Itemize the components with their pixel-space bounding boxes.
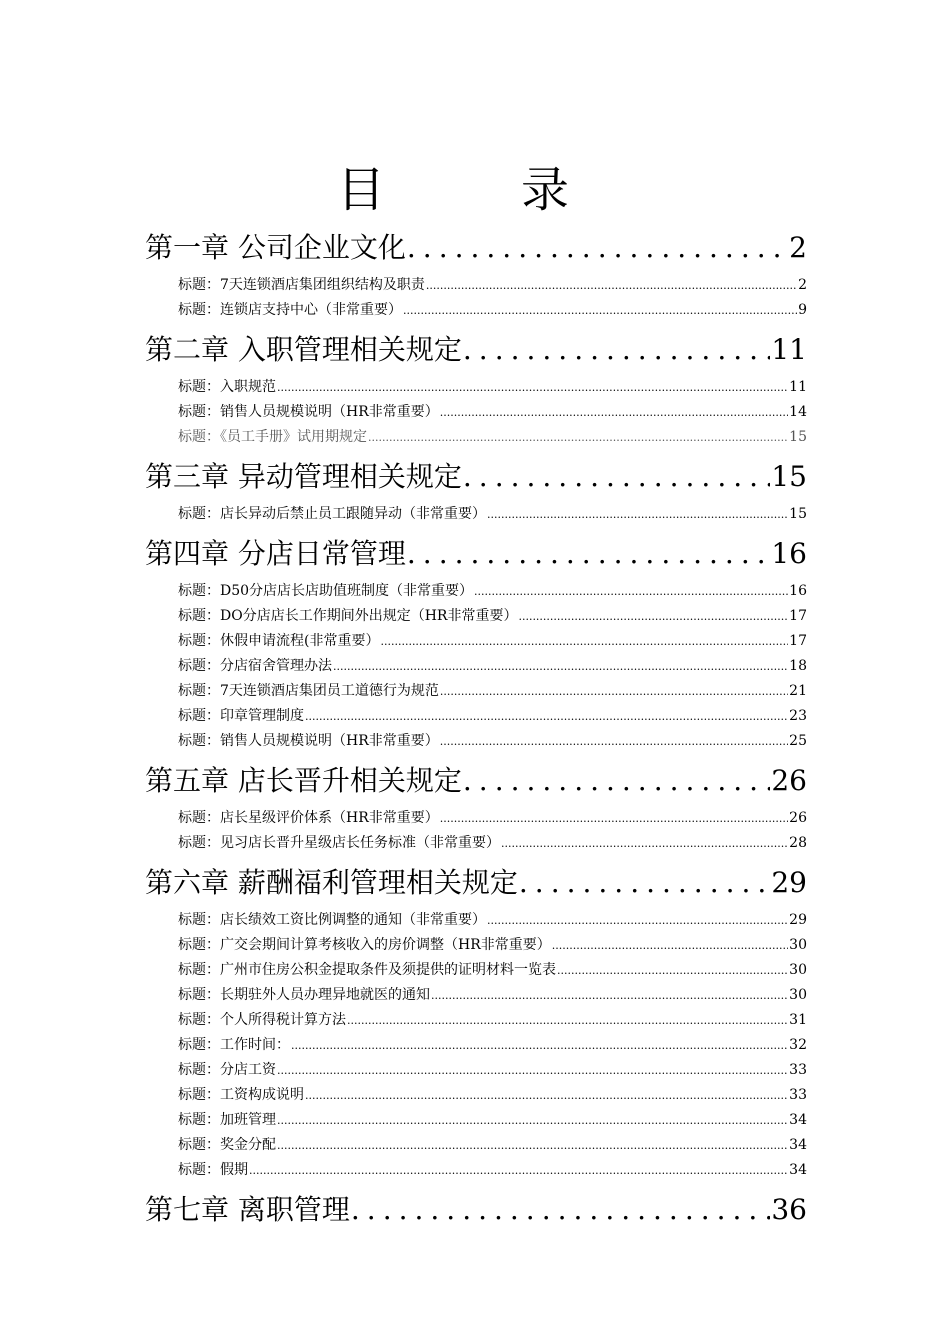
toc-entry[interactable]	[145, 629, 807, 654]
toc-chapter[interactable]	[145, 865, 807, 901]
page-number: 11	[771, 333, 807, 366]
dot-leader	[463, 459, 770, 495]
dot-leader	[474, 579, 788, 604]
page-number: 31	[789, 1012, 807, 1028]
page-number: 28	[789, 835, 807, 851]
page-number: 30	[789, 962, 807, 978]
page-number: 21	[789, 683, 807, 699]
table-of-contents	[145, 230, 807, 1235]
entry-title: 标题：广交会期间计算考核收入的房价调整（HR非常重要）	[178, 937, 551, 953]
toc-chapter[interactable]	[145, 459, 807, 495]
page-number: 2	[789, 231, 807, 264]
page-number: 36	[771, 1193, 807, 1226]
page-number: 32	[789, 1037, 807, 1053]
dot-leader	[407, 536, 770, 572]
toc-chapter[interactable]	[145, 332, 807, 368]
page-number: 9	[798, 302, 807, 318]
toc-entry[interactable]	[145, 400, 807, 425]
entry-title: 标题：DO分店店长工作期间外出规定（HR非常重要）	[178, 608, 518, 624]
dot-leader	[518, 604, 788, 629]
toc-entry[interactable]	[145, 298, 807, 323]
entry-title: 标题：工作时间：	[178, 1037, 290, 1053]
toc-entry[interactable]	[145, 1133, 807, 1158]
chapter-title: 第六章 薪酬福利管理相关规定	[145, 866, 518, 899]
page-number: 11	[789, 379, 807, 395]
toc-entry[interactable]	[145, 579, 807, 604]
toc-entry[interactable]	[145, 502, 807, 527]
page-number: 33	[789, 1062, 807, 1078]
entry-title: 标题：分店工资	[178, 1062, 276, 1078]
page-number: 34	[789, 1137, 807, 1153]
toc-entry[interactable]	[145, 375, 807, 400]
entry-title: 标题：7天连锁酒店集团员工道德行为规范	[178, 683, 439, 699]
dot-leader	[557, 958, 788, 983]
toc-entry[interactable]	[145, 958, 807, 983]
chapter-title: 第五章 店长晋升相关规定	[145, 764, 462, 797]
toc-entry[interactable]	[145, 1108, 807, 1133]
page-number: 2	[798, 277, 807, 293]
toc-entry[interactable]	[145, 1158, 807, 1183]
toc-entry[interactable]	[145, 908, 807, 933]
entry-title: 标题：加班管理	[178, 1112, 276, 1128]
dot-leader	[440, 806, 788, 831]
page-number: 30	[789, 937, 807, 953]
toc-entry[interactable]	[145, 704, 807, 729]
dot-leader	[501, 831, 788, 856]
dot-leader	[305, 704, 788, 729]
page-number: 30	[789, 987, 807, 1003]
toc-chapter[interactable]	[145, 1192, 807, 1228]
toc-entry[interactable]	[145, 654, 807, 679]
dot-leader	[347, 1008, 788, 1033]
entry-title: 标题：店长绩效工资比例调整的通知（非常重要）	[178, 912, 486, 928]
page-title: 目 录	[336, 162, 613, 218]
page-number: 17	[789, 633, 807, 649]
page-number: 34	[789, 1162, 807, 1178]
dot-leader	[277, 375, 788, 400]
page-number: 26	[771, 764, 807, 797]
dot-leader	[291, 1033, 788, 1058]
toc-entry[interactable]	[145, 983, 807, 1008]
toc-entry[interactable]	[145, 679, 807, 704]
entry-title: 标题：店长异动后禁止员工跟随异动（非常重要）	[178, 506, 486, 522]
dot-leader	[463, 763, 770, 799]
dot-leader	[440, 679, 788, 704]
page-number: 15	[789, 429, 807, 445]
dot-leader	[440, 400, 788, 425]
entry-title: 标题：见习店长晋升星级店长任务标准（非常重要）	[178, 835, 500, 851]
page-number: 29	[771, 866, 807, 899]
entry-title: 标题：销售人员规模说明（HR非常重要）	[178, 733, 439, 749]
dot-leader	[333, 654, 788, 679]
entry-title: 标题：假期	[178, 1162, 248, 1178]
toc-chapter[interactable]	[145, 230, 807, 266]
entry-title: 标题：分店宿舍管理办法	[178, 658, 332, 674]
entry-title: 标题：店长星级评价体系（HR非常重要）	[178, 810, 439, 826]
dot-leader	[277, 1058, 788, 1083]
toc-entry[interactable]	[145, 1033, 807, 1058]
chapter-title: 第七章 离职管理	[145, 1193, 350, 1226]
entry-title: 标题：7天连锁酒店集团组织结构及职责	[178, 277, 425, 293]
toc-entry[interactable]	[145, 1058, 807, 1083]
chapter-title: 第三章 异动管理相关规定	[145, 460, 462, 493]
toc-entry[interactable]	[145, 806, 807, 831]
toc-entry[interactable]	[145, 1083, 807, 1108]
dot-leader	[487, 502, 788, 527]
entry-title: 标题：长期驻外人员办理异地就医的通知	[178, 987, 430, 1003]
entry-title: 标题：奖金分配	[178, 1137, 276, 1153]
toc-entry[interactable]	[145, 831, 807, 856]
entry-title: 标题：工资构成说明	[178, 1087, 304, 1103]
dot-leader	[487, 908, 788, 933]
dot-leader	[380, 629, 788, 654]
dot-leader	[431, 983, 788, 1008]
page-number: 18	[789, 658, 807, 674]
entry-title: 标题：连锁店支持中心（非常重要）	[178, 302, 402, 318]
dot-leader	[403, 298, 797, 323]
dot-leader	[277, 1108, 788, 1133]
page-number: 17	[789, 608, 807, 624]
dot-leader	[305, 1083, 788, 1108]
page-number: 26	[789, 810, 807, 826]
dot-leader	[277, 1133, 788, 1158]
page-number: 23	[789, 708, 807, 724]
entry-title: 标题：休假申请流程(非常重要）	[178, 633, 380, 649]
page-number: 16	[771, 537, 807, 570]
page-number: 25	[789, 733, 807, 749]
dot-leader	[519, 865, 770, 901]
page-number: 15	[789, 506, 807, 522]
page-number: 14	[789, 404, 807, 420]
entry-title: 标题：广州市住房公积金提取条件及须提供的证明材料一览表	[178, 962, 556, 978]
page-number: 29	[789, 912, 807, 928]
entry-title: 标题：销售人员规模说明（HR非常重要）	[178, 404, 439, 420]
entry-title: 标题：印章管理制度	[178, 708, 304, 724]
toc-entry[interactable]	[145, 425, 807, 450]
toc-entry[interactable]	[145, 604, 807, 629]
toc-entry[interactable]	[145, 273, 807, 298]
dot-leader	[552, 933, 788, 958]
toc-chapter[interactable]	[145, 536, 807, 572]
page-number: 16	[789, 583, 807, 599]
dot-leader	[426, 273, 797, 298]
page-number: 33	[789, 1087, 807, 1103]
chapter-title: 第二章 入职管理相关规定	[145, 333, 462, 366]
chapter-title: 第四章 分店日常管理	[145, 537, 406, 570]
dot-leader	[407, 230, 788, 266]
dot-leader	[463, 332, 770, 368]
dot-leader	[249, 1158, 788, 1183]
page-number: 34	[789, 1112, 807, 1128]
chapter-title: 第一章 公司企业文化	[145, 231, 406, 264]
entry-title: 标题：《员工手册》试用期规定	[178, 429, 367, 445]
entry-title: 标题：个人所得税计算方法	[178, 1012, 346, 1028]
toc-entry[interactable]	[145, 729, 807, 754]
toc-chapter[interactable]	[145, 763, 807, 799]
entry-title: 标题：D50分店店长店助值班制度（非常重要）	[178, 583, 474, 599]
toc-entry[interactable]	[145, 933, 807, 958]
entry-title: 标题：入职规范	[178, 379, 276, 395]
dot-leader	[368, 425, 788, 450]
toc-entry[interactable]	[145, 1008, 807, 1033]
dot-leader	[440, 729, 788, 754]
page-number: 15	[771, 460, 807, 493]
dot-leader	[351, 1192, 770, 1228]
